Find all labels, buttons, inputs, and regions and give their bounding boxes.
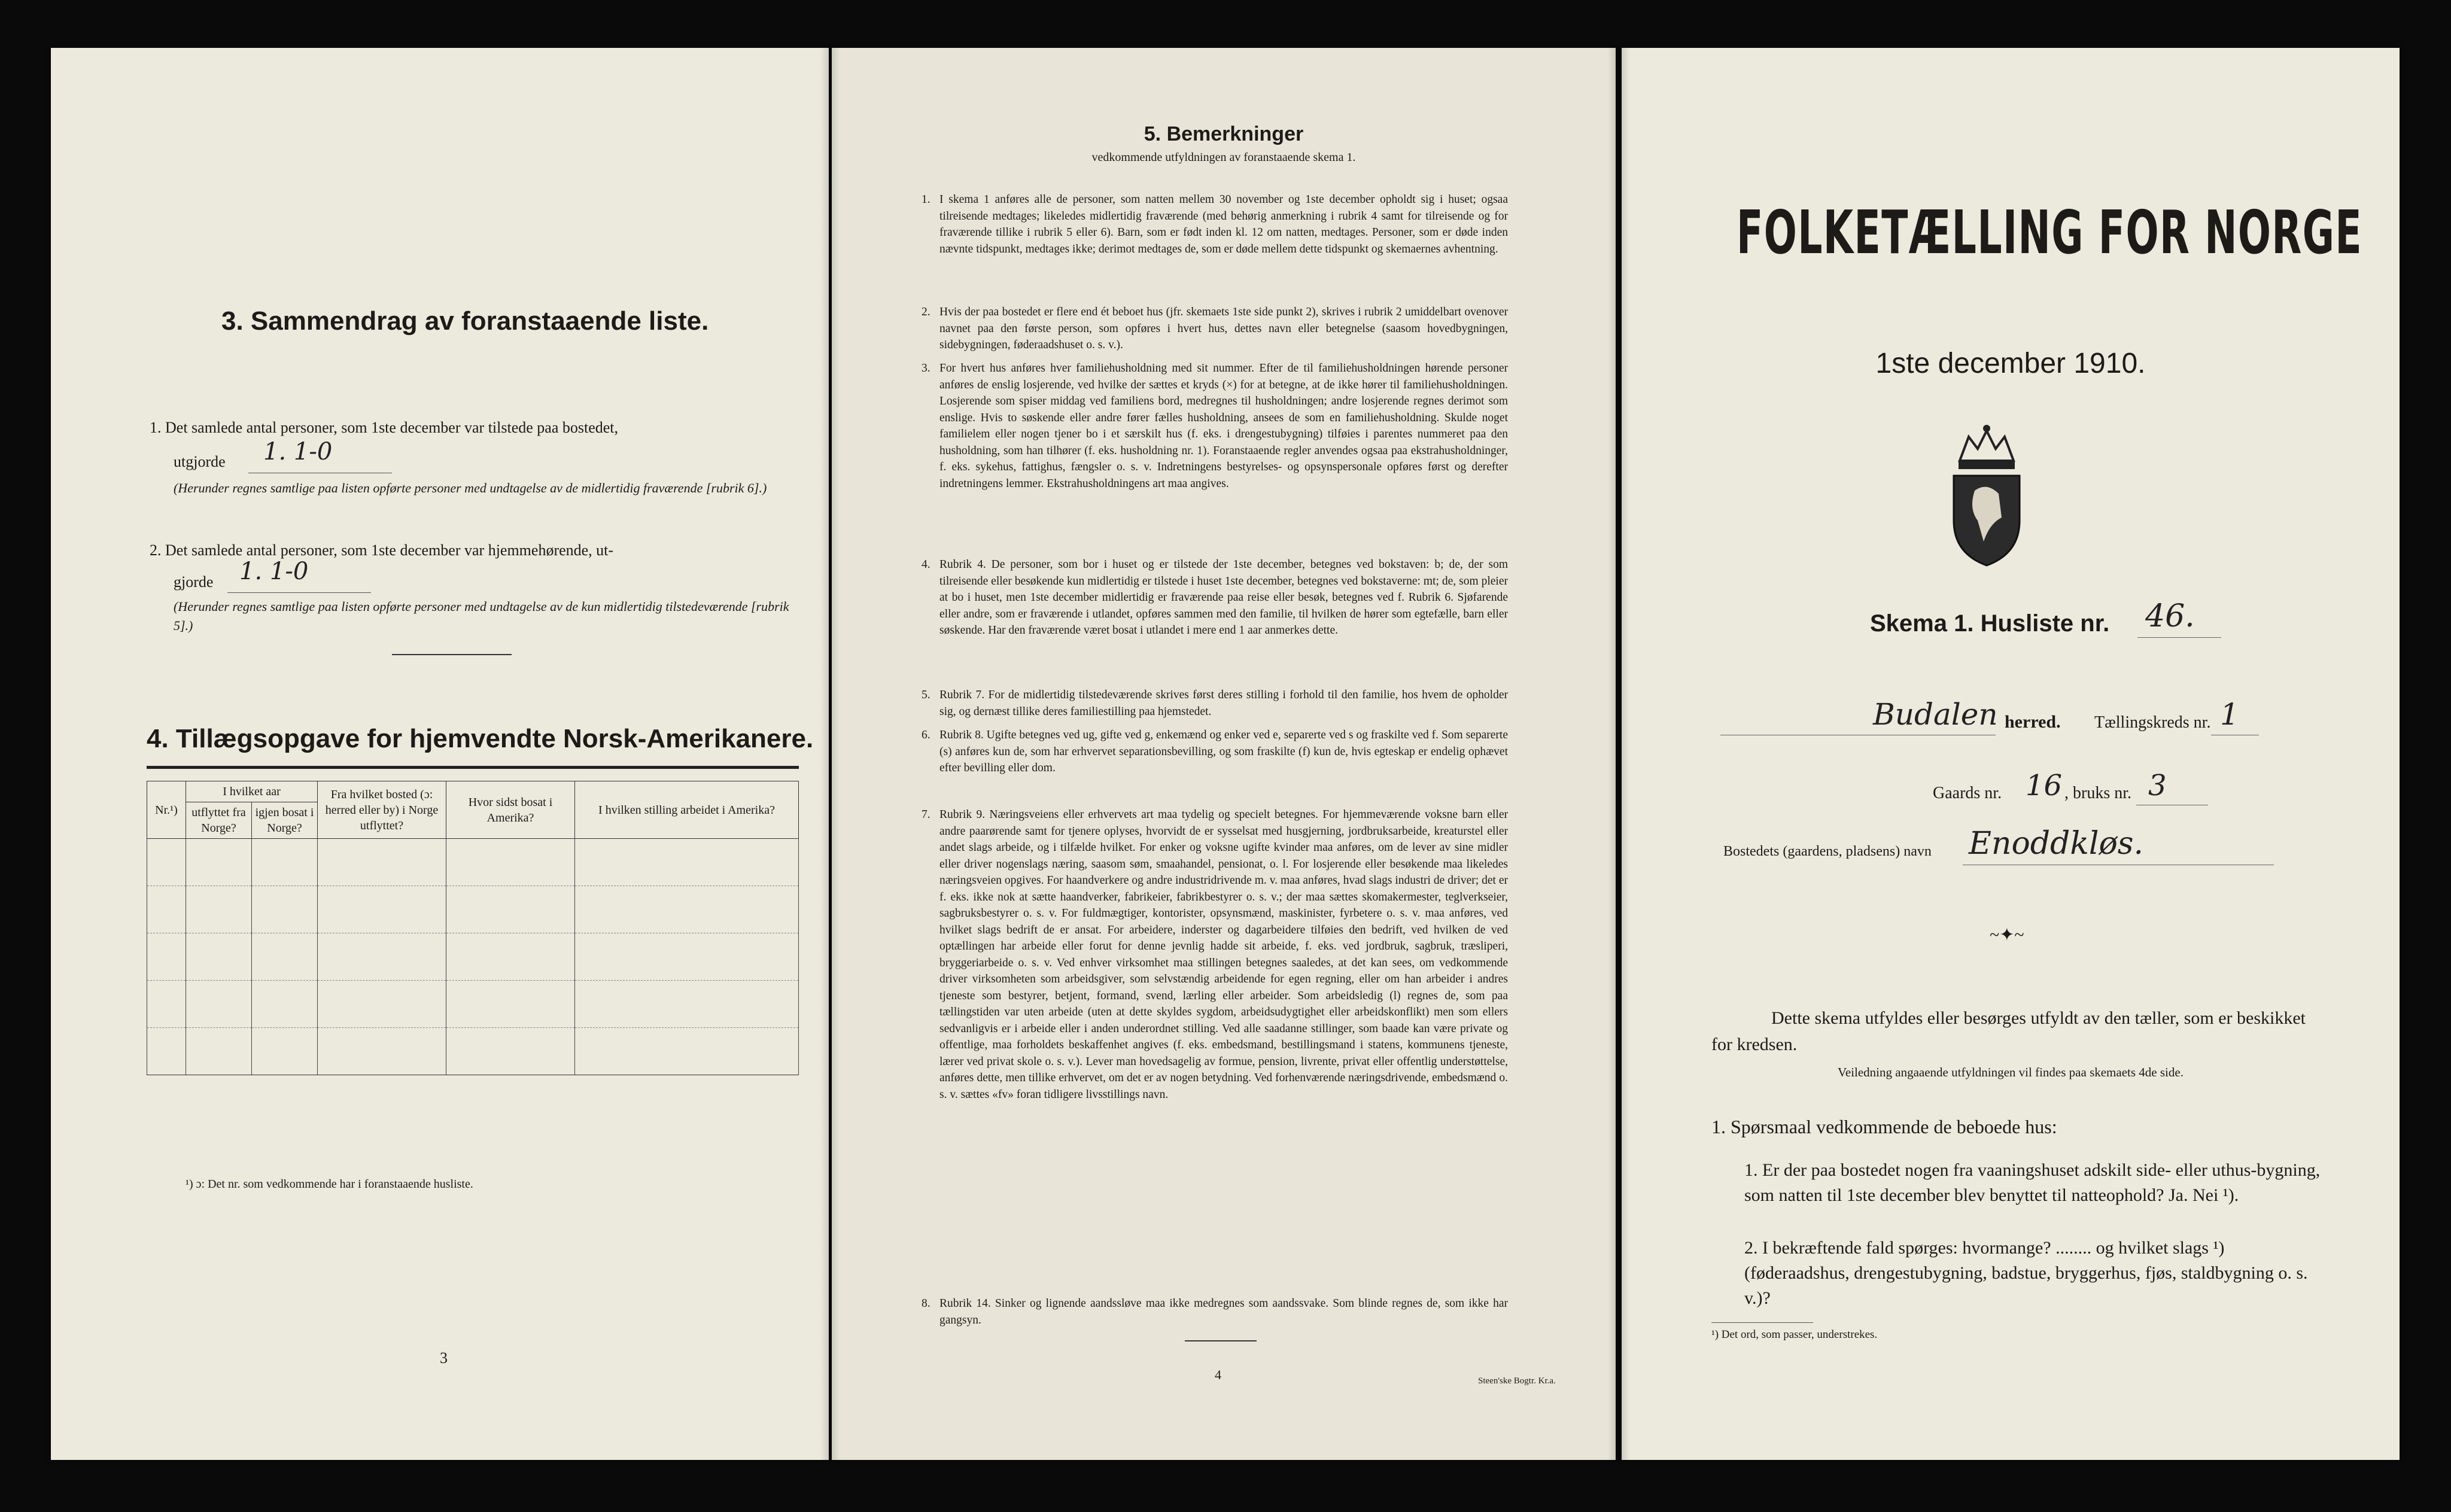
remark-item: 7. Rubrik 9. Næringsveiens eller erhvervets art maa tydelig og specielt betegnes. For hjemmeværende voksne barn eller andre paarørende samt for tjenere oplyses, hvorvidt de er sysselsat med husgjerning, jordbruksarbeide, kreaturstel eller andet slags arbeide, og i tilfælde hvilket. For enker og voksne ugifte kvinder maa anføres, om de lever av sine midler eller driver nogenslags næring, saasom søm, smaahandel, pensionat, o. l. For losjerende eller besøkende maa likeledes næringsveien opgives. For haandverkere og andre industridrivende m. v. maa anføres, hvad slags industri de driver; det er f. eks. ikke nok at sætte haandverker, fabrikeier, fabrikbestyrer o. s. v.; der maa sættes skomakermester, teglverkseier, sagbruksbestyrer o. s. v. For fuldmægtiger, kontorister, opsynsmænd, maskinister, fyrbetere o. s. v. maa anføres, ved hvilket slags bedrift de er ansat. For arbeidere, inderster og dagarbeidere tilføies den bedrift, ved hvilken de ved optællingen har arbeide eller forut for denne jevnlig hadde sit arbeide, f. eks. ved jordbruk, sagbruk, træsliperi, bryggeriarbeide o. s. v. Ved enhver virksomhet maa stillingen betegnes saaledes, at det kan sees, om vedkommende driver virksomheten som arbeidsgiver, som selvstændig arbeidende for egen regning, eller om han arbeider i andres tjeneste som bestyrer, betjent, formand, svend, lærling eller arbeider. Som arbeidsledig (l) regnes de, som paa tællingstiden var uten arbeide (uten at dette skyldes sygdom, arbeidsudygtighet eller arbeidskonflikt) men som ellers sedvanligvis er i arbeide eller i anden underordnet stilling. Ved alle saadanne stillinger, som baade kan være private og offentlige, maa forholdets beskaffenhet angives (f. eks. embedsmand, bestillingsmand i statens, kommunens tjeneste, lærer ved privat skole o. s. v.). Lever man hovedsagelig av formue, pension, livrente, privat eller offentlig understøttelse, anføres dette, men tillike erhvervet, om det er av nogen betydning. Ved forhenværende næringsdrivende, embedsmænd o. s. v. sættes «fv» foran tidligere livsstillings navn. xyxy=(922,808,1508,1101)
remark-item: 6. Rubrik 8. Ugifte betegnes ved ug, gifte ved g, enkemænd og enker ved e, separerte ved s og fraskilte ved f. Som separerte (s) anføres kun de, som har erhvervet separationsbevilling, og som fraskilte (f) kun de, hvis egteskap er endelig ophævet efter bevilling eller dom. xyxy=(922,729,1508,774)
col-group-year: I hvilket aar xyxy=(186,781,318,802)
footnote: ¹) Det ord, som passer, understrekes. xyxy=(1711,1328,1878,1341)
fold-shadow xyxy=(1622,48,1630,1460)
section3-item2-value: 1. 1-0 xyxy=(239,558,309,585)
remark-item: 5. Rubrik 7. For de midlertidig tilstedeværende skrives først deres stilling i forhold til den familie, hos hvem de opholder sig, og dernæst tillike deres familiestilling paa hjemstedet. xyxy=(922,689,1508,718)
census-title: FOLKETÆLLING FOR NORGE xyxy=(1737,197,2363,267)
bruks-value: 3 xyxy=(2148,769,2167,802)
page-number: 4 xyxy=(1215,1367,1221,1382)
remark-item: 4. Rubrik 4. De personer, som bor i huset og er tilstede der 1ste december, betegnes ved bokstaven: b; de, der som tilreisende eller besøkende kun midlertidig er tilstede i huset 1ste december, betegnes ved bokstaverne: mt; de, som pleier at bo i huset, men 1ste december midlertidig er fraværende paa reise eller besøk, betegnes ved f. Rubrik 6. Sjøfarende eller andre, som er fraværende i utlandet, opføres sammen med den familie, til hvilken de hører som egtefælle, barn eller søskende. Har den fraværende været bosat i utlandet i mere end 1 aar anmerkes dette. xyxy=(922,558,1508,637)
bosted-label: Bostedets (gaardens, pladsens) navn xyxy=(1723,844,1932,859)
herred-label: herred. xyxy=(2005,712,2061,732)
question-2: 2. I bekræftende fald spørges: hvormange? ........ og hvilket slags ¹) (føderaadshus, drengestubygning, badstue, bryggerhus, fjøs, staldbygning o. s. v.)? xyxy=(1744,1238,2308,1308)
coat-of-arms-icon xyxy=(1942,419,2032,568)
ornament-icon: ~✦~ xyxy=(1990,925,2024,945)
dotted-line xyxy=(2137,637,2221,638)
col-nr: Nr.¹) xyxy=(147,781,186,839)
left-page xyxy=(51,48,829,1460)
remark-item: 1. I skema 1 anføres alle de personer, som natten mellem 30 november og 1ste december opholdt sig i huset; ogsaa tilreisende medtages; likeledes midlertidig fraværende (med behørig anmerkning i rubrik 4 samt for tilreisende og for fraværende tillike i rubrik 5 eller 6). Barn, som er født inden kl. 12 om natten, medtages. Personer, som er døde inden nævnte tidspunkt, medtages ikke; derimot medtages de, som er døde mellem dette tidspunkt og skemaernes avhentning. xyxy=(922,193,1508,255)
gaards-label: Gaards nr. xyxy=(1933,784,2002,802)
table-row xyxy=(147,886,799,933)
section3-item1: 1. Det samlede antal personer, som 1ste december var tilstede paa bostedet, xyxy=(150,419,619,436)
bosted-value: Enoddkløs. xyxy=(1969,826,2143,862)
section4-heading: 4. Tillægsopgave for hjemvendte Norsk-Amerikanere. xyxy=(147,724,814,753)
col-from-place: Fra hvilket bosted (ɔ: herred eller by) i Norge utflyttet? xyxy=(318,781,446,839)
questions-heading: 1. Spørsmaal vedkommende de beboede hus: xyxy=(1711,1116,2057,1137)
census-date: 1ste december 1910. xyxy=(1875,348,2146,379)
section4-footnote: ¹) ɔ: Det nr. som vedkommende har i foranstaaende husliste. xyxy=(186,1178,473,1191)
section3-item1-value: 1. 1-0 xyxy=(263,438,333,466)
section3-item2-label: gjorde xyxy=(174,573,214,591)
dotted-line xyxy=(227,592,371,593)
table-row xyxy=(147,839,799,886)
table-row xyxy=(147,1028,799,1075)
herred-value: Budalen xyxy=(1873,697,1998,732)
separator xyxy=(1711,1322,1813,1323)
middle-page xyxy=(832,48,1616,1460)
question-1: 1. Er der paa bostedet nogen fra vaaningshuset adskilt side- eller uthus-bygning, som natten til 1ste december blev benyttet til natteophold? Ja. Nei ¹). xyxy=(1744,1160,2321,1205)
fold-shadow xyxy=(832,48,840,1460)
norsk-amerikanere-table xyxy=(147,781,799,1075)
section3-item2-note: (Herunder regnes samtlige paa listen opførte personer med undtagelse av de kun midlertidig tilstedeværende [rubrik 5].) xyxy=(174,599,789,633)
intro-note: Veiledning angaaende utfyldningen vil findes paa skemaets 4de side. xyxy=(1838,1065,2184,1079)
fold-shadow xyxy=(1607,48,1616,1460)
section3-heading: 3. Sammendrag av foranstaaende liste. xyxy=(221,306,709,336)
col-last-america: Hvor sidst bosat i Amerika? xyxy=(446,781,575,839)
heavy-rule xyxy=(147,766,799,769)
remark-item: 8. Rubrik 14. Sinker og lignende aandssløve maa ikke medregnes som aandssvake. Som blinde regnes de, som ikke har gangsyn. xyxy=(922,1297,1508,1327)
section3-item2: 2. Det samlede antal personer, som 1ste december var hjemmehørende, ut- xyxy=(150,541,614,559)
fold-shadow xyxy=(820,48,829,1460)
section3-item1-label: utgjorde xyxy=(174,453,226,470)
right-page xyxy=(1622,48,2400,1460)
col-occupation: I hvilken stilling arbeidet i Amerika? xyxy=(575,781,799,839)
section5-heading: 5. Bemerkninger xyxy=(1144,123,1304,145)
remark-item: 3. For hvert hus anføres hver familiehusholdning med sit nummer. Efter de til familiehusholdningen hørende personer anføres de enslig losjerende, ved hvilke der sættes et kryds (×) for at betegne, at de ikke hører til familiehusholdningen. Losjerende som spiser middag ved familiens bord, medregnes til husholdningen; andre losjerende regnes derimot som enslige. Hvis to søskende eller andre fører fælles husholdning, ansees de som en familiehusholdning. Skulde noget familielem eller nogen tjener bo i et særskilt hus (f. eks. i drengestubygning) tilføies i parentes nummeret paa den husholdning, som han tilhører (f. eks. husholdning nr. 1). Foranstaaende regler anvendes ogsaa paa ekstrahusholdninger, f. eks. sykehus, fattighus, fængsler o. s. v. Indretningens bestyrelses- og opsynspersonale opføres først og derefter indretningens lemmer. Ekstrahusholdningens art maa angives. xyxy=(922,362,1508,490)
table-row xyxy=(147,933,799,981)
krets-label: Tællingskreds nr. xyxy=(2094,713,2211,732)
separator xyxy=(1185,1340,1257,1341)
col-emigrated: utflyttet fra Norge? xyxy=(186,802,252,839)
gaards-value: 16 xyxy=(2026,769,2063,802)
printer-imprint: Steen'ske Bogtr. Kr.a. xyxy=(1478,1376,1556,1386)
table-row xyxy=(147,981,799,1028)
col-returned: igjen bosat i Norge? xyxy=(252,802,318,839)
section5-subheading: vedkommende utfyldningen av foranstaaende skema 1. xyxy=(1091,151,1356,164)
intro-text: Dette skema utfyldes eller besørges utfyldt av den tæller, som er beskikket for kredsen. xyxy=(1711,1008,2306,1054)
remark-item: 2. Hvis der paa bostedet er flere end ét beboet hus (jfr. skemaets 1ste side punkt 2), skrives i rubrik 2 umiddelbart ovenover navnet paa den første person, som opføres i hvert hus, dettes navn eller betegnelse (saasom hovedbygningen, sidebygningen, føderaadshuset o. s. v.). xyxy=(922,306,1508,351)
husliste-number: 46. xyxy=(2145,598,2195,634)
separator xyxy=(392,654,512,655)
krets-value: 1 xyxy=(2220,697,2239,732)
bruks-label: , bruks nr. xyxy=(2064,784,2131,802)
schema-label: Skema 1. Husliste nr. xyxy=(1870,610,2110,637)
section3-item1-note: (Herunder regnes samtlige paa listen opførte personer med undtagelse av de midlertidig fraværende [rubrik 6].) xyxy=(174,480,767,495)
page-number: 3 xyxy=(440,1349,448,1367)
